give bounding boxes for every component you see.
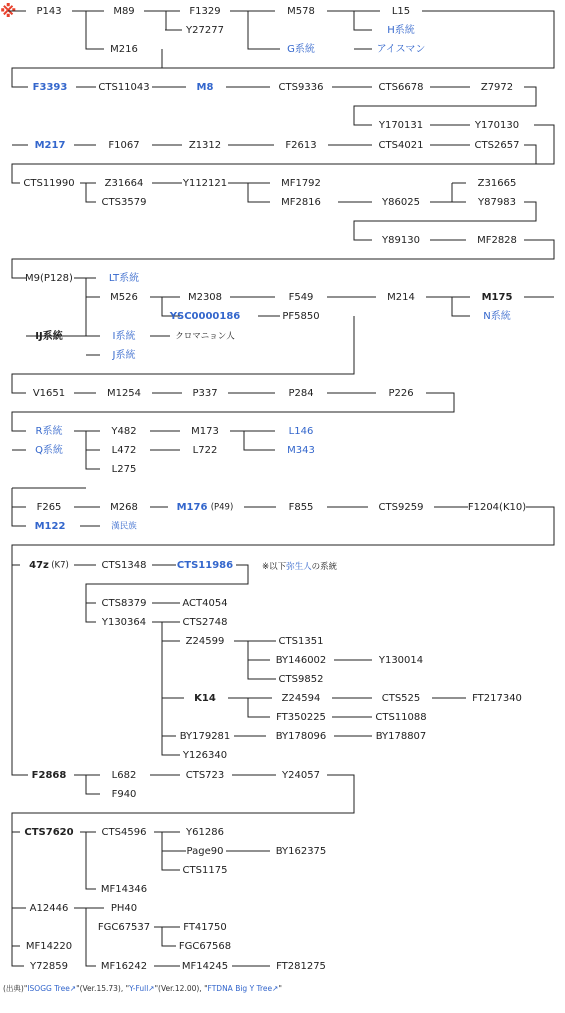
haplogroup-node-cts3579: CTS3579 bbox=[101, 197, 147, 208]
haplogroup-node-ft350225: FT350225 bbox=[276, 712, 326, 723]
external-link-icon: ↗ bbox=[148, 984, 155, 993]
tree-nodes bbox=[23, 6, 526, 972]
haplogroup-node-ij: IJ系統 bbox=[35, 331, 63, 342]
haplogroup-node-cts723: CTS723 bbox=[185, 770, 225, 781]
haplogroup-node-m1254: M1254 bbox=[106, 388, 142, 399]
tree-connector-41 bbox=[26, 278, 86, 336]
haplogroup-node-by178807: BY178807 bbox=[375, 731, 427, 742]
haplogroup-node-p49: (P49) bbox=[210, 502, 234, 513]
haplogroup-node-z31665: Z31665 bbox=[477, 178, 517, 189]
haplogroup-node-y89130: Y89130 bbox=[382, 235, 420, 246]
haplogroup-node-y112121: Y112121 bbox=[182, 178, 228, 189]
haplogroup-node-cts9259: CTS9259 bbox=[378, 502, 424, 513]
haplogroup-node-v1651: V1651 bbox=[32, 388, 66, 399]
yayoi-note: ※以下弥生人の系統 bbox=[262, 561, 338, 572]
haplogroup-node-ft281275: FT281275 bbox=[276, 961, 326, 972]
haplogroup-node-k7: (K7) bbox=[51, 560, 69, 571]
haplogroup-node-k14: K14 bbox=[194, 693, 216, 704]
haplogroup-node-y126340: Y126340 bbox=[182, 750, 228, 761]
haplogroup-node-mf16242: MF16242 bbox=[100, 961, 148, 972]
haplogroup-node-f2613: F2613 bbox=[285, 140, 317, 151]
haplogroup-node-mf2816: MF2816 bbox=[281, 197, 321, 208]
haplogroup-node-ph40: PH40 bbox=[110, 903, 138, 914]
haplogroup-node-m526: M526 bbox=[110, 292, 138, 303]
haplogroup-node-j[interactable]: J系統 bbox=[112, 350, 136, 361]
ftdna-link[interactable]: FTDNA Big Y Tree bbox=[207, 984, 273, 993]
haplogroup-node-cts2748: CTS2748 bbox=[182, 617, 228, 628]
haplogroup-node-cts2657: CTS2657 bbox=[474, 140, 520, 151]
haplogroup-node-cts11990: CTS11990 bbox=[23, 178, 75, 189]
tree-connector-39 bbox=[12, 240, 554, 278]
haplogroup-node-pf5850: PF5850 bbox=[282, 311, 320, 322]
haplogroup-node-m9: M9(P128) bbox=[25, 273, 73, 284]
haplogroup-node-y170131: Y170131 bbox=[378, 120, 424, 131]
haplogroup-node-p143: P143 bbox=[36, 6, 62, 17]
haplogroup-node-by179281: BY179281 bbox=[179, 731, 231, 742]
haplogroup-node-f855: F855 bbox=[288, 502, 314, 513]
haplogroup-node-cts1348: CTS1348 bbox=[101, 560, 147, 571]
haplogroup-node-m214: M214 bbox=[387, 292, 415, 303]
haplogroup-node-cts7620: CTS7620 bbox=[24, 827, 74, 838]
haplogroup-node-i[interactable]: I系統 bbox=[112, 331, 136, 342]
haplogroup-node-f3393[interactable]: F3393 bbox=[32, 82, 68, 93]
haplogroup-node-han[interactable]: 漢民族 bbox=[111, 521, 137, 532]
tree-connector-20 bbox=[12, 125, 554, 183]
tree-connector-80 bbox=[86, 565, 248, 622]
haplogroup-node-cts11088: CTS11088 bbox=[375, 712, 427, 723]
tree-connector-32 bbox=[248, 183, 270, 202]
haplogroup-node-f1204: F1204(K10) bbox=[467, 502, 527, 513]
haplogroup-node-ft41750: FT41750 bbox=[183, 922, 227, 933]
haplogroup-node-m2308: M2308 bbox=[187, 292, 223, 303]
haplogroup-node-z31664: Z31664 bbox=[104, 178, 144, 189]
haplogroup-node-y24057: Y24057 bbox=[282, 770, 320, 781]
haplogroup-node-y170130: Y170130 bbox=[474, 120, 520, 131]
haplogroup-node-m175: M175 bbox=[481, 292, 513, 303]
tree-connector-9 bbox=[248, 11, 280, 49]
haplogroup-node-m217[interactable]: M217 bbox=[34, 140, 66, 151]
isogg-link[interactable]: ISOGG Tree bbox=[27, 984, 70, 993]
haplogroup-node-l472: L472 bbox=[111, 445, 137, 456]
haplogroup-node-cts6678: CTS6678 bbox=[378, 82, 424, 93]
haplogroup-node-cts1175: CTS1175 bbox=[182, 865, 228, 876]
haplogroup-node-y130014: Y130014 bbox=[378, 655, 424, 666]
haplogroup-node-f1329: F1329 bbox=[189, 6, 221, 17]
external-link-icon: ↗ bbox=[272, 984, 279, 993]
haplogroup-node-l722: L722 bbox=[192, 445, 218, 456]
tree-connectors bbox=[8, 11, 554, 966]
haplogroup-node-m8[interactable]: M8 bbox=[196, 82, 214, 93]
haplogroup-node-mf1792: MF1792 bbox=[281, 178, 321, 189]
tree-connector-99 bbox=[12, 565, 28, 775]
tree-connector-50 bbox=[452, 297, 470, 316]
tree-connector-54 bbox=[12, 316, 354, 393]
haplogroup-node-by162375: BY162375 bbox=[275, 846, 327, 857]
haplogroup-node-lt[interactable]: LT系統 bbox=[108, 273, 140, 284]
tree-connector-93 bbox=[248, 698, 270, 717]
haplogroup-node-n[interactable]: N系統 bbox=[483, 311, 511, 322]
haplogroup-node-z7972: Z7972 bbox=[480, 82, 514, 93]
haplogroup-node-y72859: Y72859 bbox=[30, 961, 68, 972]
haplogroup-node-m122[interactable]: M122 bbox=[34, 521, 66, 532]
haplogroup-node-by146002: BY146002 bbox=[275, 655, 327, 666]
haplogroup-node-p337: P337 bbox=[192, 388, 218, 399]
haplogroup-node-l146[interactable]: L146 bbox=[288, 426, 314, 437]
haplogroup-node-y482: Y482 bbox=[111, 426, 137, 437]
haplogroup-node-cts11043: CTS11043 bbox=[98, 82, 150, 93]
source-citation: (出典)"ISOGG Tree↗"(Ver.15.73), "Y-Full↗"(Ver.12.00), "FTDNA Big Y Tree↗" bbox=[3, 984, 282, 993]
tree-connector-76 bbox=[12, 507, 26, 526]
tree-connector-6 bbox=[86, 11, 104, 49]
haplogroup-node-l682: L682 bbox=[111, 770, 137, 781]
haplogroup-node-y130364: Y130364 bbox=[101, 617, 147, 628]
reference-mark-icon: ※ bbox=[0, 2, 17, 22]
haplogroup-node-y61286: Y61286 bbox=[186, 827, 224, 838]
tree-connector-27 bbox=[524, 145, 536, 164]
haplogroup-node-m578: M578 bbox=[287, 6, 315, 17]
haplogroup-node-act4054: ACT4054 bbox=[182, 598, 228, 609]
haplogroup-node-l15: L15 bbox=[391, 6, 411, 17]
haplogroup-node-cts4596: CTS4596 bbox=[101, 827, 147, 838]
haplogroup-node-p226: P226 bbox=[388, 388, 414, 399]
haplogroup-node-z1312: Z1312 bbox=[188, 140, 222, 151]
tree-connector-106 bbox=[86, 832, 96, 889]
haplogroup-node-m343[interactable]: M343 bbox=[287, 445, 315, 456]
haplogroup-node-q[interactable]: Q系統 bbox=[35, 445, 63, 456]
haplogroup-node-m89: M89 bbox=[113, 6, 135, 17]
haplogroup-node-mf14220: MF14220 bbox=[25, 941, 73, 952]
yfull-link[interactable]: Y-Full bbox=[129, 984, 149, 993]
haplogroup-node-cts9852: CTS9852 bbox=[278, 674, 324, 685]
haplogroup-node-a12446: A12446 bbox=[29, 903, 69, 914]
haplogroup-node-r[interactable]: R系統 bbox=[35, 426, 63, 437]
haplogroup-node-ysc0000186[interactable]: YSC0000186 bbox=[169, 311, 241, 322]
haplogroup-node-mf14245: MF14245 bbox=[181, 961, 229, 972]
haplogroup-node-y87983: Y87983 bbox=[478, 197, 516, 208]
tree-connector-117 bbox=[162, 927, 176, 946]
haplogroup-node-m216: M216 bbox=[110, 44, 138, 55]
haplogroup-node-f549: F549 bbox=[288, 292, 314, 303]
tree-connector-75 bbox=[12, 507, 554, 565]
haplogroup-node-p284: P284 bbox=[288, 388, 314, 399]
haplogroup-node-z24599: Z24599 bbox=[185, 636, 225, 647]
haplogroup-node-m176[interactable]: M176 bbox=[176, 502, 208, 513]
haplogroup-node-fgc67568: FGC67568 bbox=[178, 941, 232, 952]
haplogroup-node-cts525: CTS525 bbox=[381, 693, 421, 704]
haplogroup-node-cromagnon: クロマニョン人 bbox=[175, 331, 235, 342]
haplogroup-node-cts11986[interactable]: CTS11986 bbox=[176, 560, 234, 571]
haplogroup-node-f2868: F2868 bbox=[31, 770, 67, 781]
haplogroup-node-cts1351: CTS1351 bbox=[278, 636, 324, 647]
haplogroup-node-cts9336: CTS9336 bbox=[278, 82, 324, 93]
haplogroup-node-page90: Page90 bbox=[186, 846, 224, 857]
haplogroup-node-fgc67537: FGC67537 bbox=[97, 922, 151, 933]
tree-connector-115 bbox=[86, 908, 96, 966]
haplogroup-node-mf2828: MF2828 bbox=[477, 235, 517, 246]
haplogroup-node-f265: F265 bbox=[36, 502, 62, 513]
tree-connector-84 bbox=[162, 622, 180, 755]
haplogroup-node-cts4021: CTS4021 bbox=[378, 140, 424, 151]
haplogroup-node-m268: M268 bbox=[110, 502, 138, 513]
tree-connector-104 bbox=[86, 775, 100, 794]
yayoi-link[interactable]: 弥生人 bbox=[286, 561, 312, 572]
haplogroup-node-f1067: F1067 bbox=[108, 140, 140, 151]
haplogroup-node-47z: 47z bbox=[29, 560, 49, 571]
haplogroup-node-h[interactable]: H系統 bbox=[387, 25, 415, 36]
tree-connector-103 bbox=[12, 775, 354, 832]
haplogroup-node-z24594: Z24594 bbox=[281, 693, 321, 704]
haplogroup-node-by178096: BY178096 bbox=[275, 731, 327, 742]
tree-connector-67 bbox=[244, 431, 275, 450]
tree-connector-69 bbox=[12, 488, 26, 507]
haplogroup-node-g[interactable]: G系統 bbox=[287, 44, 315, 55]
haplogroup-node-ft217340: FT217340 bbox=[472, 693, 522, 704]
tree-connector-31 bbox=[86, 183, 96, 202]
haplogroup-node-iceman[interactable]: アイスマン bbox=[376, 44, 426, 55]
haplogroup-node-cts8379: CTS8379 bbox=[101, 598, 147, 609]
haplogroup-node-m173: M173 bbox=[191, 426, 219, 437]
haplogroup-node-f940: F940 bbox=[111, 789, 137, 800]
haplogroup-node-mf14346: MF14346 bbox=[100, 884, 148, 895]
haplogroup-node-y27277: Y27277 bbox=[186, 25, 224, 36]
tree-connector-10 bbox=[354, 11, 372, 30]
haplogroup-node-y86025: Y86025 bbox=[382, 197, 420, 208]
haplogroup-node-l275: L275 bbox=[111, 464, 137, 475]
external-link-icon: ↗ bbox=[69, 984, 77, 993]
